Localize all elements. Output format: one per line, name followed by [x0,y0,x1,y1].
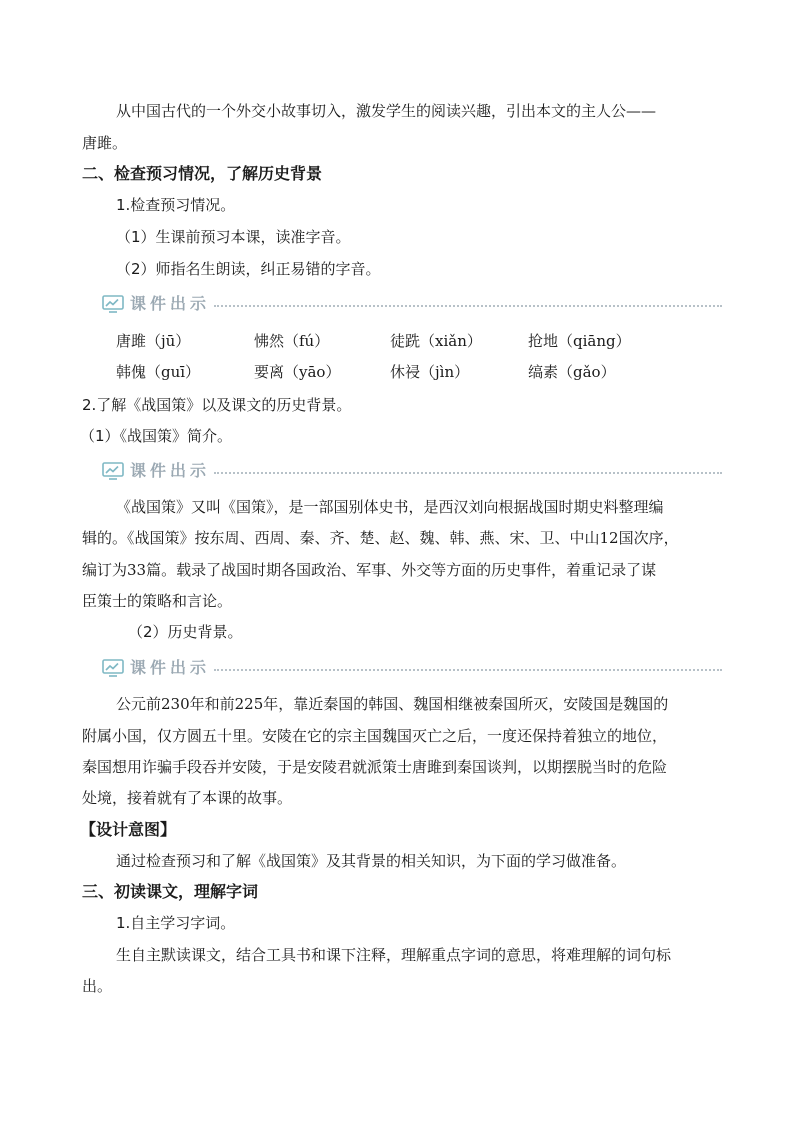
design-intent-text: 通过检查预习和了解《战国策》及其背景的相关知识，为下面的学习做准备。 [116,852,627,870]
vocab-item: 缟素（gǎo） [528,363,616,381]
courseware-screen-icon [102,462,124,480]
section-2-sub-2: （2）师指名生朗读，纠正易错的字音。 [116,260,381,278]
item-2-sub-2: （2）历史背景。 [128,623,243,641]
courseware-screen-icon [102,295,124,313]
item-2: 2.了解《战国策》以及课文的历史背景。 [82,396,352,414]
item-2-sub-1: （1）《战国策》简介。 [80,427,233,445]
courseware-dotted-rule [214,305,722,307]
courseware-label: 课件出示 [130,294,211,313]
vocab-item: 徒跣（xiǎn） [390,332,482,350]
history-line-4: 处境，接着就有了本课的故事。 [82,789,293,807]
vocab-item: 唐雎（jū） [116,332,191,350]
section-3-line-2: 出。 [82,977,113,995]
vocab-item: 怫然（fú） [254,332,330,350]
section-3-heading: 三、初读课文，理解字词 [82,882,259,901]
history-line-2: 附属小国，仅方圆五十里。安陵在它的宗主国魏国灭亡之后，一度还保持着独立的地位， [82,727,668,745]
section-2-heading: 二、检查预习情况，了解历史背景 [82,164,323,183]
history-line-1: 公元前230年和前225年，靠近秦国的韩国、魏国相继被秦国所灭，安陵国是魏国的 [116,695,669,713]
courseware-dotted-rule [214,472,722,474]
courseware-banner [102,293,722,315]
courseware-banner [102,657,722,679]
section-2-sub-1: （1）生课前预习本课，读准字音。 [116,228,351,246]
design-intent-heading: 【设计意图】 [80,820,177,839]
intro-line-1: 从中国古代的一个外交小故事切入，激发学生的阅读兴趣，引出本文的主人公—— [116,102,657,120]
courseware-screen-icon [102,659,124,677]
history-line-3: 秦国想用诈骗手段吞并安陵，于是安陵君就派策士唐雎到秦国谈判，以期摆脱当时的危险 [82,758,668,776]
section-3-item-1: 1.自主学习字词。 [116,914,236,932]
courseware-label: 课件出示 [130,658,211,677]
intro-line-2: 唐雎。 [82,134,128,152]
zgc-intro-line-4: 臣策士的策略和言论。 [82,592,233,610]
courseware-dotted-rule [214,669,722,671]
courseware-banner [102,460,722,482]
vocab-item: 要离（yāo） [254,363,341,381]
vocab-item: 休祲（jìn） [390,363,470,381]
zgc-intro-line-2: 辑的。《战国策》按东周、西周、秦、齐、楚、赵、魏、韩、燕、宋、卫、中山12国次序， [82,529,679,547]
section-2-item-1: 1.检查预习情况。 [116,196,236,214]
vocab-item: 韩傀（guī） [116,363,201,381]
section-3-line-1: 生自主默读课文，结合工具书和课下注释，理解重点字词的意思，将难理解的词句标 [116,946,672,964]
courseware-label: 课件出示 [130,461,211,480]
zgc-intro-line-1: 《战国策》又叫《国策》，是一部国别体史书，是西汉刘向根据战国时期史料整理编 [116,498,664,516]
vocab-item: 抢地（qiāng） [528,332,631,350]
zgc-intro-line-3: 编订为33篇。载录了战国时期各国政治、军事、外交等方面的历史事件，着重记录了谋 [82,561,657,579]
